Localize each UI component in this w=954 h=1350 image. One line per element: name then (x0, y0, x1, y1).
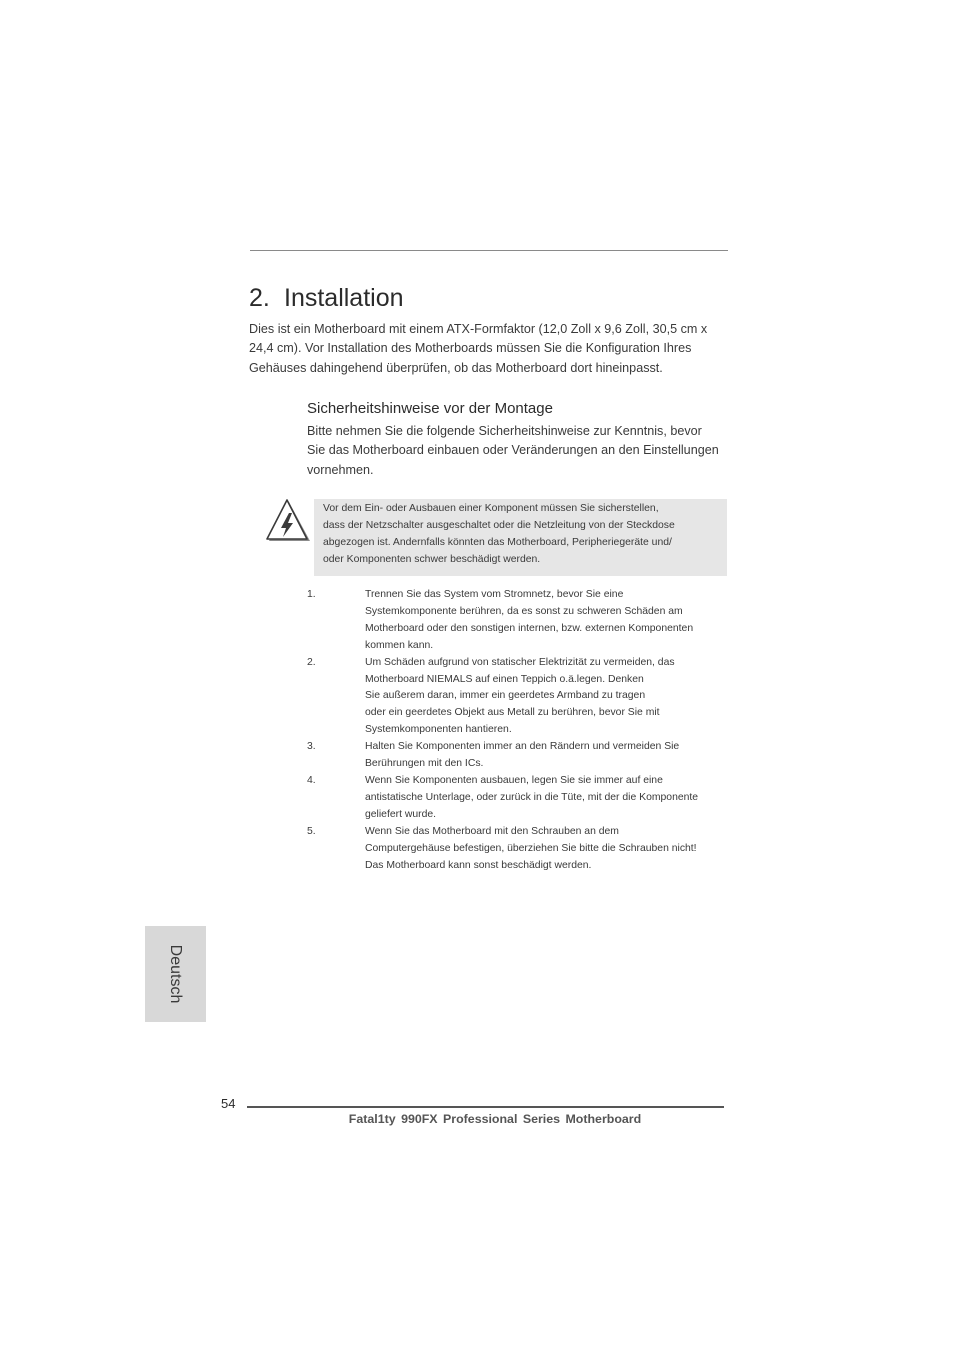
language-tab (145, 926, 206, 1022)
step-line: Systemkomponente berühren, da es sonst zu schweren Schäden am (365, 605, 683, 617)
step-line: Um Schäden aufgrund von statischer Elektrizität zu vermeiden, das (365, 656, 675, 668)
warning-box (314, 499, 727, 576)
step-number: 3. (307, 741, 316, 753)
step-text (365, 739, 737, 773)
list-item (307, 587, 737, 655)
step-number: 4. (307, 774, 316, 786)
warning-line: oder Komponenten schwer beschädigt werden. (323, 554, 541, 565)
step-line: antistatische Unterlage, oder zurück in die Tüte, mit der die Komponente (365, 791, 699, 803)
chapter-title: Installation (284, 284, 404, 312)
step-text (365, 587, 737, 655)
warning-line: dass der Netzschalter ausgeschaltet oder die Netzleitung von der Steckdose (323, 520, 675, 531)
section-heading: Sicherheitshinweise vor der Montage (307, 400, 553, 417)
step-line: Berührungen mit den ICs. (365, 758, 484, 770)
warning-triangle-lightning-icon (265, 499, 311, 543)
step-line: Das Motherboard kann sonst beschädigt werden. (365, 859, 592, 871)
page-title (249, 284, 404, 313)
section-paragraph (307, 422, 737, 480)
step-line: oder ein geerdetes Objekt aus Metall zu berühren, bevor Sie mit (365, 707, 660, 719)
step-number: 2. (307, 656, 316, 668)
list-item (307, 824, 737, 875)
step-line: Wenn Sie das Motherboard mit den Schrauben an dem (365, 825, 619, 837)
intro-line: Dies ist ein Motherboard mit einem ATX-Formfaktor (12,0 Zoll x 9,6 Zoll, 30,5 cm x (249, 322, 708, 336)
step-text (365, 824, 737, 875)
intro-line: 24,4 cm). Vor Installation des Motherboards müssen Sie die Konfiguration Ihres (249, 341, 692, 356)
step-line: Sie außerem daran, immer ein geerdetes Armband zu tragen (365, 690, 646, 702)
chapter-number: 2. (249, 284, 270, 312)
step-text (365, 655, 737, 740)
list-item (307, 739, 737, 773)
language-label: Deutsch (167, 944, 184, 1004)
warning-line: abgezogen ist. Andernfalls könnten das Motherboard, Peripheriegeräte und/ (323, 537, 672, 548)
step-line: Wenn Sie Komponenten ausbauen, legen Sie sie immer auf eine (365, 774, 663, 786)
step-number: 1. (307, 589, 316, 600)
step-line: Motherboard oder den sonstigen internen, bzw. externen Komponenten (365, 622, 694, 634)
step-line: Halten Sie Komponenten immer an den Rändern und vermeiden Sie (365, 741, 680, 753)
section-line: Bitte nehmen Sie die folgende Sicherheitshinweise zur Kenntnis, bevor (307, 424, 702, 438)
page-number: 54 (221, 1096, 236, 1111)
warning-line: Vor dem Ein- oder Ausbauen einer Komponent müssen Sie sicherstellen, (323, 503, 659, 514)
footer-divider (247, 1106, 724, 1108)
step-number: 5. (307, 825, 316, 837)
step-text (365, 773, 737, 824)
step-line: Computergehäuse befestigen, überziehen Sie bitte die Schrauben nicht! (365, 842, 697, 854)
step-line: geliefert wurde. (365, 808, 437, 820)
step-line: Trennen Sie das System vom Stromnetz, bevor Sie eine (365, 589, 624, 600)
list-item (307, 655, 737, 740)
section-line: vornehmen. (307, 462, 374, 477)
warning-text (323, 500, 675, 568)
list-item (307, 773, 737, 824)
step-line: Motherboard NIEMALS auf einen Teppich o.ä.legen. Denken (365, 673, 644, 685)
step-line: Systemkomponenten hantieren. (365, 724, 512, 736)
step-line: kommen kann. (365, 639, 434, 651)
header-divider (250, 250, 728, 251)
section-line: Sie das Motherboard einbauen oder Veränderungen an den Einstellungen (307, 443, 719, 458)
safety-steps-list (307, 587, 737, 874)
footer-product-name: Fatal1ty 990FX Professional Series Motherboard (348, 1112, 642, 1126)
intro-paragraph (249, 320, 729, 378)
intro-line: Gehäuses dahingehend überprüfen, ob das Motherboard dort hineinpasst. (249, 360, 663, 375)
